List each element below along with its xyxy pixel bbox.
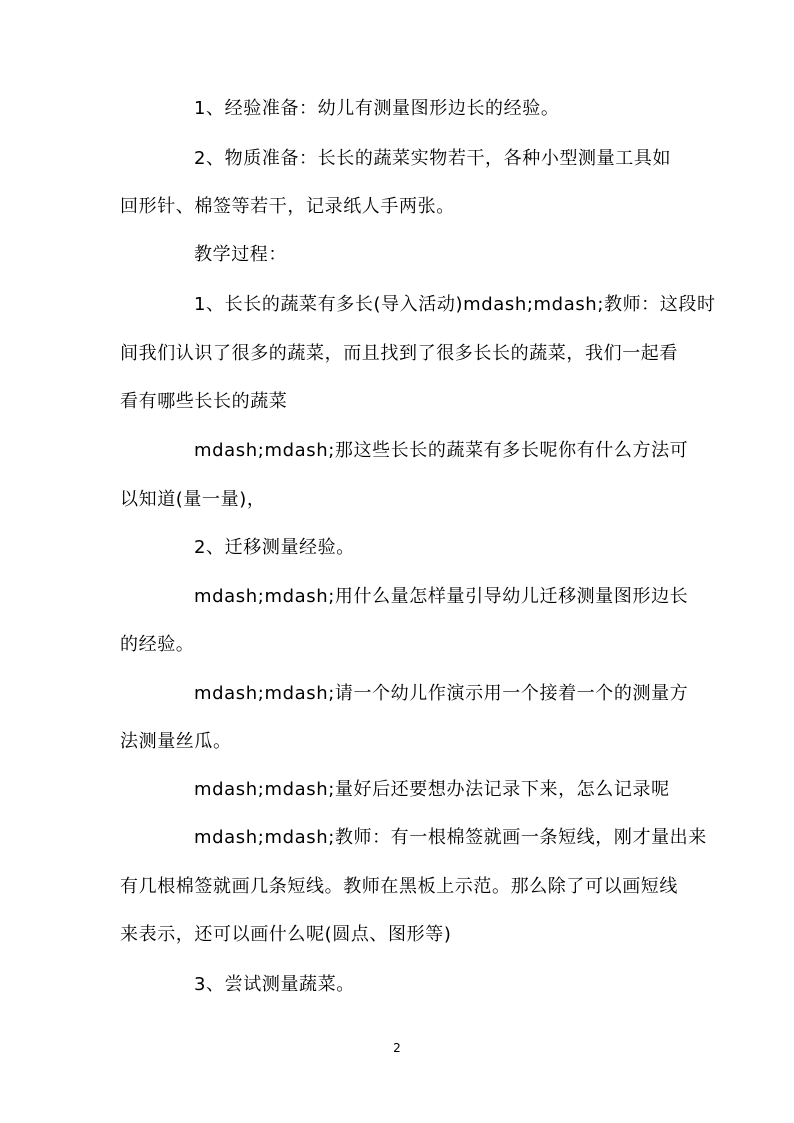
paragraph-line: mdash;mdash;教师：有一根棉签就画一条短线，刚才量出来 (194, 827, 707, 848)
paragraph-line: 2、物质准备：长长的蔬菜实物若干，各种小型测量工具如 (194, 148, 672, 169)
paragraph-line: mdash;mdash;那这些长长的蔬菜有多长呢你有什么方法可 (194, 440, 689, 461)
paragraph-line: 来表示，还可以画什么呢(圆点、图形等) (120, 924, 452, 945)
paragraph-line: mdash;mdash;请一个幼儿作演示用一个接着一个的测量方 (194, 683, 689, 704)
paragraph-line: 法测量丝瓜。 (120, 731, 232, 752)
paragraph-line: 以知道(量一量)， (120, 489, 266, 510)
paragraph-line: 有几根棉签就画几条短线。教师在黑板上示范。那么除了可以画短线 (120, 876, 678, 897)
paragraph-line: 1、经验准备：幼儿有测量图形边长的经验。 (194, 98, 560, 119)
paragraph-line: 1、长长的蔬菜有多长(导入活动)mdash;mdash;教师：这段时 (194, 294, 716, 315)
paragraph-line: 回形针、棉签等若干，记录纸人手两张。 (120, 196, 455, 217)
paragraph-line: 间我们认识了很多的蔬菜，而且找到了很多长长的蔬菜，我们一起看 (120, 343, 678, 364)
paragraph-line: 3、尝试测量蔬菜。 (194, 974, 355, 995)
page-number: 2 (393, 1041, 401, 1055)
paragraph-line: mdash;mdash;用什么量怎样量引导幼儿迁移测量图形边长 (194, 586, 689, 607)
paragraph-line: 的经验。 (120, 634, 195, 655)
paragraph-line: 2、迁移测量经验。 (194, 537, 355, 558)
paragraph-line: 教学过程： (194, 244, 287, 265)
paragraph-line: 看有哪些长长的蔬菜 (120, 391, 288, 412)
paragraph-line: mdash;mdash;量好后还要想办法记录下来，怎么记录呢 (194, 779, 670, 800)
